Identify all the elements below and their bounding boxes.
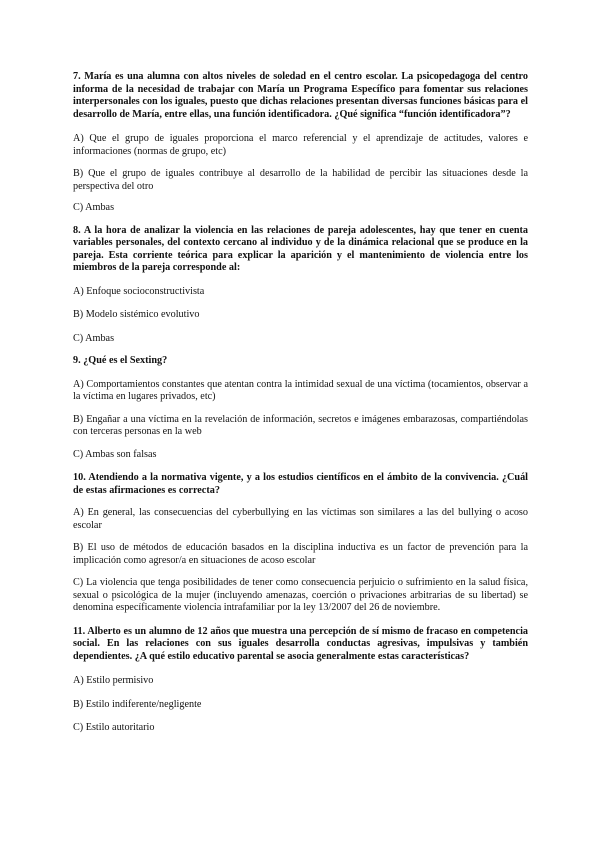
question-11-option-a: A) Estilo permisivo xyxy=(73,675,154,686)
question-11-option-b: B) Estilo indiferente/negligente xyxy=(73,698,202,710)
question-8: 8. A la hora de analizar la violencia en las relaciones de pareja adolescentes, hay que tener en cuenta variables personales, del contexto cercano al individuo y de la dinámica relacional que se produce en la pareja. Esta corriente teórica para explicar la aparición y el mantenimiento de violencia entre los miembros de la pareja corresponde al: xyxy=(73,224,528,273)
question-9-option-a: A) Comportamientos constantes que atentan contra la intimidad sexual de una víctima (tocamientos, observar a la víctima en lugares privados, etc) xyxy=(73,378,528,402)
question-11-option-c: C) Estilo autoritario xyxy=(73,722,155,733)
question-7-option-b: B) Que el grupo de iguales contribuye al desarrollo de la habilidad de percibir las situaciones desde la perspectiva del otro xyxy=(73,168,528,192)
question-11: 11. Alberto es un alumno de 12 años que muestra una percepción de sí mismo de fracaso en competencia social. En las relaciones con sus iguales desarrolla conductas agresivas, impulsivas y también dependientes. ¿A qué estilo educativo parental se asocia generalmente estas características? xyxy=(73,625,528,662)
question-8-option-c: C) Ambas xyxy=(73,332,115,344)
question-9-option-b: B) Engañar a una víctima en la revelación de información, secretos e imágenes embarazosas, compartiéndolas con terceras personas en la web xyxy=(73,413,528,437)
question-8-option-a: A) Enfoque socioconstructivista xyxy=(73,285,205,297)
document-page xyxy=(73,71,528,735)
question-7-option-a: A) Que el grupo de iguales proporciona el marco referencial y el aprendizaje de actitudes, valores e informaciones (normas de grupo, etc) xyxy=(73,133,528,157)
question-10-option-a: A) En general, las consecuencias del cyberbullying en las víctimas son similares a las del bullying o acoso escolar xyxy=(73,507,528,531)
question-10-option-c: C) La violencia que tenga posibilidades de tener como consecuencia perjuicio o sufrimiento en la salud física, sexual o psicológica de la mujer (incluyendo amenazas, coerción o privaciones arbitrarias de su libertad) se denomina específicamente violencia intrafamiliar por la ley 13/2007 del 26 de noviembre. xyxy=(73,577,528,613)
question-9: 9. ¿Qué es el Sexting? xyxy=(73,355,168,366)
question-7-option-c: C) Ambas xyxy=(73,202,115,213)
question-9-option-c: C) Ambas son falsas xyxy=(73,448,157,460)
question-10: 10. Atendiendo a la normativa vigente, y a los estudios científicos en el ámbito de la convivencia. ¿Cuál de estas afirmaciones es correcta? xyxy=(73,472,528,496)
question-8-option-b: B) Modelo sistémico evolutivo xyxy=(73,309,200,320)
question-10-option-b: B) El uso de métodos de educación basados en la disciplina inductiva es un factor de prevención para la implicación como agresor/a en situaciones de acoso escolar xyxy=(73,542,528,566)
question-7: 7. María es una alumna con altos niveles de soledad en el centro escolar. La psicopedagoga del centro informa de la necesidad de trabajar con María un Programa Específico para fomentar sus relaciones interpersonales con los iguales, puesto que dichas relaciones presentan diversas funciones básicas para el desarrollo de María, entre ellas, una función identificadora. ¿Qué significa “función identificadora”? xyxy=(73,71,528,120)
